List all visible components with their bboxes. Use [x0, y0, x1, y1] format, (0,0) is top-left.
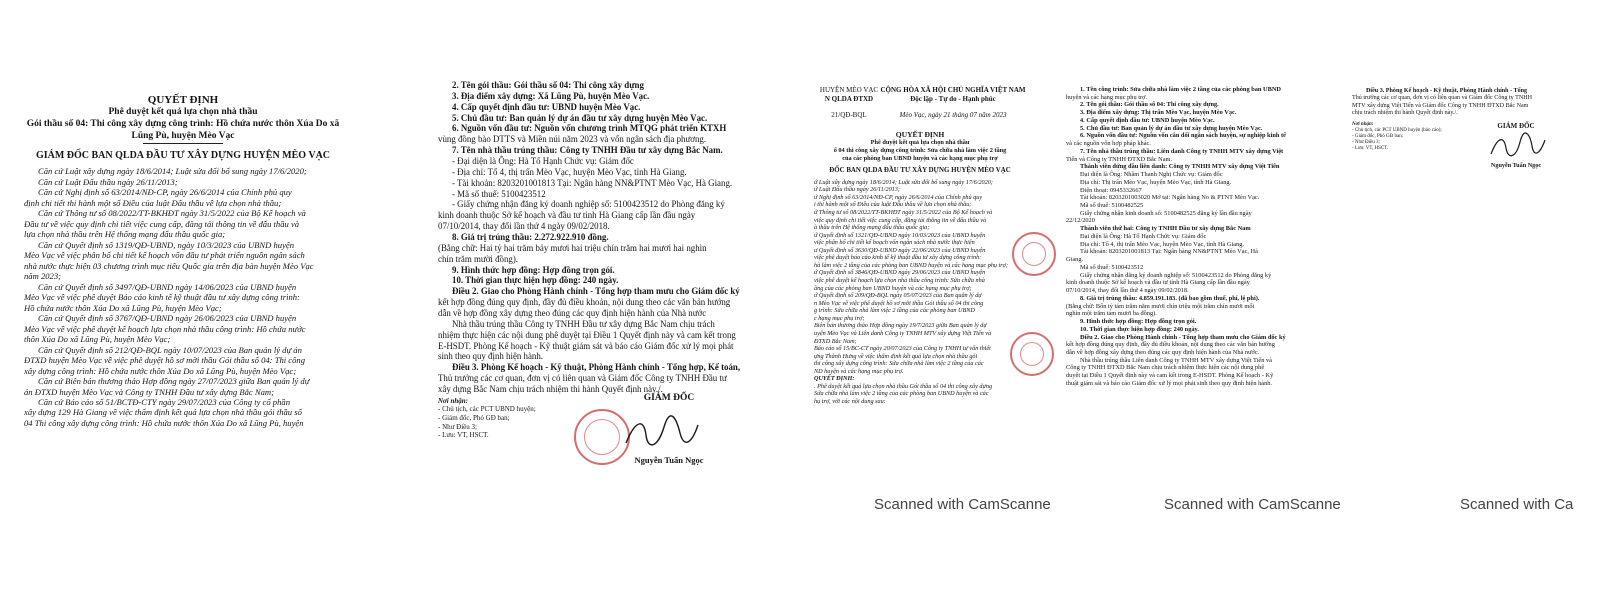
- page2-text-line: 2. Tên gói thầu: Gói thầu số 04: Thi công xây dựng: [452, 80, 644, 90]
- page1-text-line: Căn cứ Quyết định số 212/QĐ-BQL ngày 10/07/2023 của Ban quản lý dự án: [38, 344, 302, 355]
- page2-text-line: Nhà thầu trúng thầu Công ty TNHH Đầu tư xây dựng Bắc Nam chịu trách: [452, 318, 715, 329]
- page1-title: QUYẾT ĐỊNH: [147, 94, 219, 106]
- page5-signature: [1488, 132, 1548, 162]
- page2-text-line: xây dựng Bắc Nam chịu trách nhiệm thi hành Quyết định này./.: [438, 384, 663, 395]
- page2-text-line: 9. Hình thức hợp đồng: Hợp đồng trọn gói.: [452, 264, 615, 275]
- page3-text-line: n Mèo Vạc về việc phê duyệt hồ sơ mời thầu Gói thầu số 04 thi công: [814, 299, 984, 307]
- page3-text-line: à thầu trên Hệ thống mạng đấu thầu quốc gia;: [814, 224, 930, 232]
- page1-text-line: 04 Thi công xây dựng công trình: Hồ chứa nước thôn Xúa Do xã Lũng Pù, huyện: [24, 417, 304, 428]
- page3-org-line-2: N QLDA ĐTXD: [824, 94, 874, 103]
- page3-body: [814, 179, 1026, 406]
- page2-director-title: GIÁM ĐỐC: [643, 392, 695, 403]
- page2-text-line: 6. Nguồn vốn đầu tư: Nguồn vốn chương trình MTQG phát triển KTXH: [452, 123, 727, 134]
- page1-text-line: Căn cứ Thông tư số 08/2022/TT-BKHĐT ngày 31/5/2022 của Bộ Kế hoạch và: [38, 208, 306, 219]
- page3-official-stamp-2: [1010, 332, 1054, 376]
- page3-text-line: ư Quyết định số 3630/QĐ-UBND ngày 22/06/2023 của UBND huyện: [814, 246, 986, 254]
- page2-text-line: chín trăm mười đồng).: [438, 253, 518, 264]
- page3-text-line: ứ Quyết định số 1321/QĐ-UBND ngày 10/03/2023 của UBND huyện: [814, 231, 986, 239]
- page5-recipient-item: - Như Điều 3;: [1352, 139, 1380, 145]
- page1-text-line: Căn cứ Quyết định số 1319/QĐ-UBND, ngày 10/3/2023 của UBND huyện: [38, 239, 295, 250]
- page3-text-line: ĐTXD Bắc Nam;: [814, 337, 857, 345]
- document-page-1: [20, 92, 346, 492]
- page2-text-line: (Bằng chữ: Hai tỷ hai trăm bảy mươi hai triệu chín trăm hai mươi hai nghìn: [438, 242, 707, 253]
- page4-text-line: Tài khoản: 8203201001813 Tại: Ngân hàng NN&PTNT Mèo Vạc, Hà: [1080, 248, 1258, 256]
- page2-recipients: [438, 397, 536, 440]
- page4-text-line: Tiến và Công ty TNHH ĐTXD Bắc Nam.: [1066, 155, 1173, 163]
- page3-text-line: c hạng mục phụ trợ;: [814, 314, 865, 322]
- page2-text-line: 10. Thời gian thực hiện hợp đồng: 240 ngày.: [452, 275, 619, 286]
- page1-text-line: Hồ chứa nước thôn Xúa Do xã Lũng Pù, huyện Mèo Vạc;: [24, 302, 222, 313]
- page4-text-line: Điện thoại: 0945332667: [1080, 186, 1142, 194]
- page3-subtitle-2: ố 04 thi công xây dựng công trình: Sửa chữa nhà làm việc 2 tầng: [833, 146, 1007, 154]
- page2-text-line: - Giấy chứng nhận đăng ký doanh nghiệp số: 5100423512 do Phòng đăng ký: [452, 199, 725, 210]
- page2-text-line: kết hợp đồng đúng quy định, đầy đủ điều khoản, nội dung theo các văn bản hướng: [438, 297, 731, 308]
- page2-text-line: dẫn về hợp đồng xây dựng theo đúng các quy định hiện hành của Nhà nước: [438, 308, 707, 319]
- page1-text-line: Căn cứ Luật Đấu thầu ngày 26/11/2013;: [38, 176, 178, 187]
- page5-recipient-item: - Lưu: VT, HSCT.: [1352, 146, 1389, 152]
- page4-text-line: 8. Giá trị trúng thầu: 4.859.191.183. (đã bao gồm thuế, phí, lệ phí).: [1080, 294, 1260, 302]
- page1-text-line: án ĐTXD huyện Mèo Vạc và Công ty TNHH Đầu tư xây dựng Bắc Nam;: [24, 386, 274, 397]
- page3-decision-number: 21/QĐ-BQL: [831, 111, 867, 120]
- page1-divider: [143, 143, 223, 144]
- page1-text-line: Căn cứ Luật xây dựng ngày 18/6/2014; Luật sửa đổi bổ sung ngày 17/6/2020;: [38, 166, 307, 177]
- page3-title: QUYẾT ĐỊNH: [895, 130, 945, 139]
- page3-text-line: việc phân bổ chi tiết kế hoạch vốn ngân sách nhà nước thực hiện: [814, 239, 975, 247]
- page3-nation: CỘNG HÒA XÃ HỘI CHỦ NGHĨA VIỆT NAM: [880, 86, 1026, 94]
- page4-text-line: 22/12/2020: [1066, 217, 1095, 225]
- page5-signer-name: Nguyễn Tuấn Ngọc: [1490, 161, 1542, 169]
- page5-text-line: chịu trách nhiệm thi hành Quyết định này./.: [1352, 110, 1458, 117]
- page1-text-line: Đầu tư về việc quy định chi tiết việc cung cấp, đăng tải thông tin về đấu thầu và: [24, 218, 300, 229]
- page2-signer-name: Nguyễn Tuấn Ngọc: [634, 454, 704, 465]
- page3-text-line: hà làm việc 2 tầng của các phòng ban UBND huyện và các hạng mục phụ trợ;: [814, 261, 1009, 269]
- page4-text-line: Nhà thầu trúng thầu Liên danh Công ty TNHH MTV xây dựng Việt Tiến và: [1080, 356, 1272, 364]
- page1-text-line: nhà nước thực hiện 03 chương trình mục tiêu Quốc gia trên địa bàn huyện Mèo Vạc: [24, 260, 314, 271]
- page4-text-line: Giấy chứng nhận kinh doanh số: 5100482525 đăng ký lần đầu ngày: [1080, 209, 1252, 217]
- page4-text-line: nghìn một trăm tám mươi ba đồng).: [1066, 310, 1157, 318]
- page3-text-line: . Phê duyệt kết quả lựa chọn nhà thầu Gói thầu số 04 thi công xây dựng: [814, 382, 993, 390]
- page1-text-line: năm 2023;: [24, 271, 61, 282]
- camscanner-watermark-1: Scanned with CamScanne: [874, 496, 1051, 513]
- page4-text-line: Thành viên đứng đầu liên danh: Công ty TNHH MTV xây dựng Việt Tiến: [1080, 163, 1280, 171]
- page2-text-line: sinh theo quy định hiện hành.: [438, 351, 544, 362]
- page3-text-line: ứ Thông tư số 08/2022/TT-BKHĐT ngày 31/5/2022 của Bộ Kế hoạch và: [814, 208, 993, 216]
- page3-text-line: i thi hành một số Điều của luật Đấu thầu về lựa chọn nhà thầu;: [814, 201, 972, 209]
- page4-text-line: 1. Tên công trình: Sửa chữa nhà làm việc 2 tầng của các phòng ban UBND: [1080, 86, 1282, 93]
- page4-text-line: Đại diện là Ông: Hà Tố Hạnh Chức vụ: Giám đốc: [1080, 232, 1207, 240]
- page3-text-line: QUYẾT ĐỊNH:: [814, 375, 855, 383]
- page3-text-line: việc quy định chi tiết việc cung cấp, đăng tải thông tin về đấu thầu và: [814, 216, 987, 224]
- page4-text-line: 5. Chủ đầu tư: Ban quản lý dự án đầu tư xây dựng huyện Mèo Vạc.: [1080, 124, 1263, 132]
- page1-text-line: Căn cứ Quyết định số 3767/QĐ-UBND ngày 26/06/2023 của UBND huyện: [38, 313, 297, 324]
- page2-text-line: nhiệm thực hiện các nội dung phê duyệt tại Điều 1 Quyết định này và cam kết trong: [438, 329, 736, 340]
- page1-text-line: Căn cứ Nghị định số 63/2014/NĐ-CP, ngày 26/6/2014 của Chính phủ quy: [38, 187, 292, 198]
- page1-text-line: Căn cứ Báo cáo số 51/BCTĐ-CTY ngày 29/07/2023 của Công ty cổ phần: [38, 396, 290, 407]
- page2-signature: [622, 413, 702, 453]
- page1-package-line-2: Lũng Pù, huyện Mèo Vạc: [131, 130, 235, 141]
- page2-recipients-list: [438, 405, 536, 439]
- page4-text-line: duyệt tại Điều 1 Quyết định này và cam kết trong E-HSDT. Phòng Kế hoạch - Kỹ: [1066, 372, 1274, 380]
- page4-text-line: Mã số thuế: 5100482525: [1080, 202, 1144, 210]
- page2-body: [434, 80, 764, 395]
- page2-text-line: - Tài khoản: 8203201001813 Tại: Ngân hàng NN&PTNT Mèo Vạc, Hà Giang.: [452, 177, 733, 188]
- page1-text-line: Căn cứ Quyết định số 3497/QĐ-UBND ngày 14/06/2023 của UBND huyện: [38, 281, 297, 292]
- page2-text-line: 4. Cấp quyết định đầu tư: UBND huyện Mèo Vạc.: [452, 101, 641, 112]
- page2-text-line: 8. Giá trị trúng thầu: 2.272.922.910 đồng.: [452, 232, 609, 243]
- page4-text-line: 7. Tên nhà thầu trúng thầu: Liên danh Công ty TNHH MTV xây dựng Việt: [1080, 147, 1284, 155]
- page3-text-line: ầng của các phòng ban UBND huyện và các hạng mục phụ trợ;: [814, 284, 972, 292]
- page4-text-line: 6. Nguồn vốn đầu tư: Nguồn vốn cân đối ngân sách huyện, sự nghiệp kinh tế: [1080, 132, 1286, 140]
- document-page-2: [434, 80, 764, 492]
- page2-text-line: 5. Chủ đầu tư: Ban quản lý dự án đầu tư xây dựng huyện Mèo Vạc.: [452, 112, 708, 123]
- page3-date: Mèo Vạc, ngày 21 tháng 07 năm 2023: [899, 111, 1007, 120]
- page3-text-line: ứ Luật Đấu thầu ngày 26/11/2013;: [814, 186, 900, 194]
- page4-text-line: Điều 2. Giao cho Phòng Hành chính - Tổng hợp tham mưu cho Giám đốc ký: [1080, 333, 1286, 341]
- page1-subtitle: Phê duyệt kết quả lựa chọn nhà thầu: [108, 107, 258, 118]
- page4-text-line: kết hợp đồng đúng quy định, đầy đủ điều khoản, nội dung theo các văn bản hướng: [1066, 341, 1275, 349]
- page3-authority: ĐỐC BAN QLDA ĐẦU TƯ XÂY DỰNG HUYỆN MÈO VẠC: [829, 167, 1011, 175]
- page3-text-line: ứ Quyết định số 3846/QĐ-UBND ngày 29/06/2023 của UBND huyện: [814, 269, 986, 277]
- page4-text-line: Công ty TNHH ĐTXD Bắc Nam chịu trách nhiệm thực hiện các nội dung phê: [1066, 364, 1265, 372]
- page4-text-line: Giang.: [1066, 256, 1084, 264]
- page1-text-line: ĐTXD huyện Mèo Vạc về việc phê duyệt hồ sơ mời thầu Gói thầu số 04: Thi công: [24, 355, 306, 366]
- page3-text-line: uyện Mèo Vạc và Liên danh Công ty TNHH MTV xây dựng Việt Tiến và: [814, 329, 992, 337]
- page2-text-line: vùng đồng bào DTTS và Miền núi năm 2023 và vốn ngân sách địa phương.: [438, 134, 707, 145]
- camscanner-watermark-2: Scanned with CamScanne: [1164, 496, 1341, 513]
- page3-motto: Độc lập - Tự do - Hạnh phúc: [910, 94, 996, 103]
- page5-text-line: MTV xây dựng Việt Tiến và Giám đốc Công ty TNHH ĐTXD Bắc Nam: [1352, 102, 1529, 109]
- page1-text-line: định chi tiết thi hành một số Điều của luật Đấu thầu về lựa chọn nhà thầu;: [24, 197, 282, 208]
- page1-authority: GIÁM ĐỐC BAN QLDA ĐẦU TƯ XÂY DỰNG HUYỆN MÈO VẠC: [35, 150, 331, 162]
- page5-body: [1352, 88, 1552, 118]
- document-page-5: [1352, 88, 1552, 218]
- page2-recipient-item: - Chủ tịch, các PCT UBND huyện;: [438, 405, 536, 414]
- page1-body: [20, 166, 346, 428]
- page3-subtitle-1: Phê duyệt kết quả lựa chọn nhà thầu: [870, 139, 970, 147]
- page2-recipients-title: Nơi nhận:: [438, 396, 469, 405]
- page3-text-line: ND huyện và các hạng mục phụ trợ.: [814, 367, 904, 375]
- page3-text-line: việc phê duyệt báo cáo kinh tế kỹ thuật đầu tư xây dựng công trình:: [814, 254, 982, 262]
- page4-text-line: thuật giám sát và báo cáo Giám đốc xử lý mọi phát sinh theo quy định hiện hành.: [1066, 379, 1273, 387]
- page5-recipients-title: Nơi nhận:: [1352, 121, 1374, 127]
- page4-text-line: 10. Thời gian thực hiện hợp đồng: 240 ngày.: [1080, 325, 1199, 333]
- page4-text-line: (Bằng chữ: Bốn tỷ tám trăm năm mươi chín triệu một trăm chín mươi mốt: [1066, 302, 1255, 310]
- page3-org-line-1: HUYỆN MÈO VẠC: [819, 86, 879, 94]
- page4-text-line: 3. Địa điểm xây dựng: Thị trấn Mèo Vạc, huyện Mèo Vạc.: [1080, 109, 1237, 117]
- page4-text-line: Địa chỉ: Thị trấn Mèo Vạc, huyện Mèo Vạc, tỉnh Hà Giang.: [1080, 178, 1232, 186]
- page2-text-line: 07/10/2014, thay đổi lần thứ 4 ngày 09/02/2018.: [438, 221, 610, 232]
- page1-package-line-1: Gói thầu số 04: Thi công xây dựng công trình: Hồ chứa nước thôn Xúa Do xã: [26, 118, 340, 129]
- page3-text-line: ứ Quyết định số 209/QĐ-BQL ngày 05/07/2023 của Ban quản lý dự: [814, 292, 982, 300]
- page2-recipient-item: - Như Điều 3;: [438, 422, 477, 431]
- camscanner-watermark-3: Scanned with Ca: [1460, 496, 1574, 513]
- page2-text-line: E-HSDT. Phòng Kế hoạch - Kỹ thuật giám sát và báo cáo Giám đốc xử lý mọi phát: [438, 340, 734, 351]
- page3-text-line: việc phê duyệt kế hoạch lựa chọn nhà thầu công trình: Sửa chữa nhà: [814, 277, 985, 284]
- page2-text-line: - Đại diện là Ông: Hà Tố Hạnh Chức vụ: Giám đốc: [452, 156, 634, 167]
- page4-text-line: Tài khoản: 8203201003020 Mở tại: Ngân hàng No & PTNT Mèo Vạc.: [1080, 194, 1260, 202]
- page1-text-line: Mèo Vạc về việc phân bổ chi tiết kế hoạch vốn đầu tư phát triển nguồn ngân sách: [24, 250, 305, 261]
- page3-text-line: ứ Luật xây dựng ngày 18/6/2014; Luật sửa đổi bổ sung ngày 17/6/2020;: [814, 178, 993, 186]
- page2-text-line: 3. Địa điểm xây dựng: Xã Lũng Pù, huyện Mèo Vạc.: [452, 90, 650, 101]
- page2-text-line: Điều 3. Phòng Kế hoạch - Kỹ thuật, Phòng Hành chính - Tổng hợp, Kế toán,: [452, 362, 741, 373]
- page5-recipients: [1352, 122, 1442, 152]
- page2-text-line: Thủ trưởng các cơ quan, đơn vị có liên quan và Giám đốc Công ty TNHH Đầu tư: [438, 373, 727, 384]
- page5-recipients-list: [1352, 128, 1442, 152]
- page2-text-line: - Địa chỉ: Tổ 4, thị trấn Mèo Vạc, huyện Mèo Vạc, tỉnh Hà Giang.: [452, 166, 687, 177]
- page3-text-line: g trình: Sửa chữa nhà làm việc 2 tầng của các phòng ban UBND: [814, 307, 975, 315]
- page3-text-line: thi công xây dựng công trình: Sửa chữa nhà làm việc 2 tầng của các: [814, 360, 984, 368]
- page3-official-stamp: [1012, 232, 1056, 276]
- page5-text-line: Điều 3. Phòng Kế hoạch - Kỹ thuật, Phòng Hành chính - Tổng: [1366, 88, 1528, 94]
- page1-text-line: xây dựng 129 Hà Giang về việc thẩm định kết quả lựa chọn nhà thầu gói thầu số: [24, 407, 302, 418]
- page3-text-line: hụ trợ, với các nội dung sau:: [814, 398, 886, 405]
- page2-text-line: 7. Tên nhà thầu trúng thầu: Công ty TNHH Đầu tư xây dựng Bắc Nam.: [452, 145, 723, 156]
- page4-text-line: Mã số thuế: 5100423512: [1080, 263, 1144, 271]
- page4-text-line: 9. Hình thức hợp đồng: Hợp đồng trọn gói.: [1080, 318, 1197, 326]
- page1-text-line: thôn Xúa Do xã Lũng Pù, huyện Mèo Vạc;: [24, 334, 171, 345]
- document-page-4: [1066, 86, 1292, 466]
- page4-text-line: dẫn về hợp đồng xây dựng theo đúng các quy định hiện hành của Nhà nước.: [1066, 348, 1260, 356]
- page3-text-line: Biên bản thương thảo Hợp đồng ngày 19/7/2023 giữa Ban quản lý dự: [814, 322, 987, 330]
- page4-text-line: huyện và các hạng mục phụ trợ.: [1066, 93, 1148, 101]
- page3-text-line: Báo cáo số 15/BC-CT ngày 20/07/2023 của Công ty TNHH tư vấn thiết: [814, 345, 991, 353]
- page2-recipient-item: - Giám đốc, Phó GĐ ban;: [438, 413, 510, 422]
- page5-director-title: GIÁM ĐỐC: [1497, 121, 1535, 130]
- page1-text-line: Mèo Vạc về việc phê duyệt Báo cáo kinh tế kỹ thuật đầu tư xây dựng công trình:: [24, 292, 300, 303]
- page3-text-line: ựng Thành Hưng về việc thẩm định kết quả lựa chọn nhà thầu gói: [814, 352, 978, 360]
- page2-text-line: kinh doanh thuộc Sở kế hoạch và đầu tư tỉnh Hà Giang cấp lần đầu ngày: [438, 210, 696, 221]
- page4-text-line: Địa chỉ: Tổ 4, thị trấn Mèo Vạc, huyện Mèo Vạc, tỉnh Hà Giang.: [1080, 240, 1245, 248]
- page4-text-line: 4. Cấp quyết định đầu tư: UBND huyện Mèo Vạc.: [1080, 116, 1215, 124]
- page1-text-line: Căn cứ Biên bản thương thảo Hợp đồng ngày 27/07/2023 giữa Ban quản lý dự: [38, 376, 310, 387]
- page2-recipient-item: - Lưu: VT, HSCT.: [438, 431, 489, 440]
- page3-text-line: Sửa chữa nhà làm việc 2 tầng của các phòng ban UBND huyện và các: [814, 390, 989, 398]
- page3-text-line: ứ Nghị định số 63/2014/NĐ-CP, ngày 26/6/2014 của Chính phủ quy: [814, 193, 983, 201]
- page4-text-line: Thành viên thứ hai: Công ty TNHH Đầu tư xây dựng Bắc Nam: [1080, 225, 1251, 233]
- page4-text-line: và các nguồn vốn hợp pháp khác.: [1066, 140, 1151, 148]
- document-page-3: [814, 86, 1026, 484]
- page1-text-line: xây dựng công trình: Hồ chứa nước thôn Xúa Do xã Lũng Pù, huyện Mèo Vạc;: [24, 365, 297, 376]
- page4-text-line: Giấy chứng nhận đăng ký doanh nghiệp số: 5100423512 do Phòng đăng ký: [1080, 271, 1272, 279]
- page4-text-line: Đại diện là Ông: Nhâm Thanh Nghị Chức vụ: Giám đốc: [1080, 171, 1223, 179]
- page1-text-line: Mèo Vạc về việc phê duyệt kế hoạch lựa chọn nhà thầu công trình: Hồ chứa nước: [24, 323, 306, 334]
- page1-text-line: lựa chọn nhà thầu trên Hệ thống mạng đấu thầu quốc gia;: [24, 229, 226, 240]
- page2-text-line: Điều 2. Giao cho Phòng Hành chính - Tổng hợp tham mưu cho Giám đốc ký: [452, 286, 740, 297]
- page4-text-line: 07/10/2014, thay đổi lần thứ 4 ngày 09/02/2018.: [1066, 287, 1189, 295]
- page5-text-line: Thủ trưởng các cơ quan, đơn vị có liên quan và Giám đốc Công ty TNHH: [1352, 95, 1533, 102]
- page4-body: [1066, 86, 1292, 388]
- page2-text-line: - Mã số thuế: 5100423512: [452, 188, 546, 199]
- page4-text-line: 2. Tên gói thầu: Gói thầu số 04: Thi công xây dựng.: [1080, 101, 1219, 109]
- page4-text-line: kinh doanh thuộc Sở kế hoạch và đầu tư tỉnh Hà Giang cấp lần đầu ngày: [1066, 279, 1250, 287]
- page5-recipient-item: - Giám đốc, Phó GĐ ban;: [1352, 133, 1404, 139]
- page3-subtitle-3: của các phòng ban UBND huyện và các hạng mục phụ trợ: [842, 154, 998, 162]
- page5-recipient-item: - Chủ tịch, các PCT UBND huyện (báo cáo);: [1352, 127, 1442, 133]
